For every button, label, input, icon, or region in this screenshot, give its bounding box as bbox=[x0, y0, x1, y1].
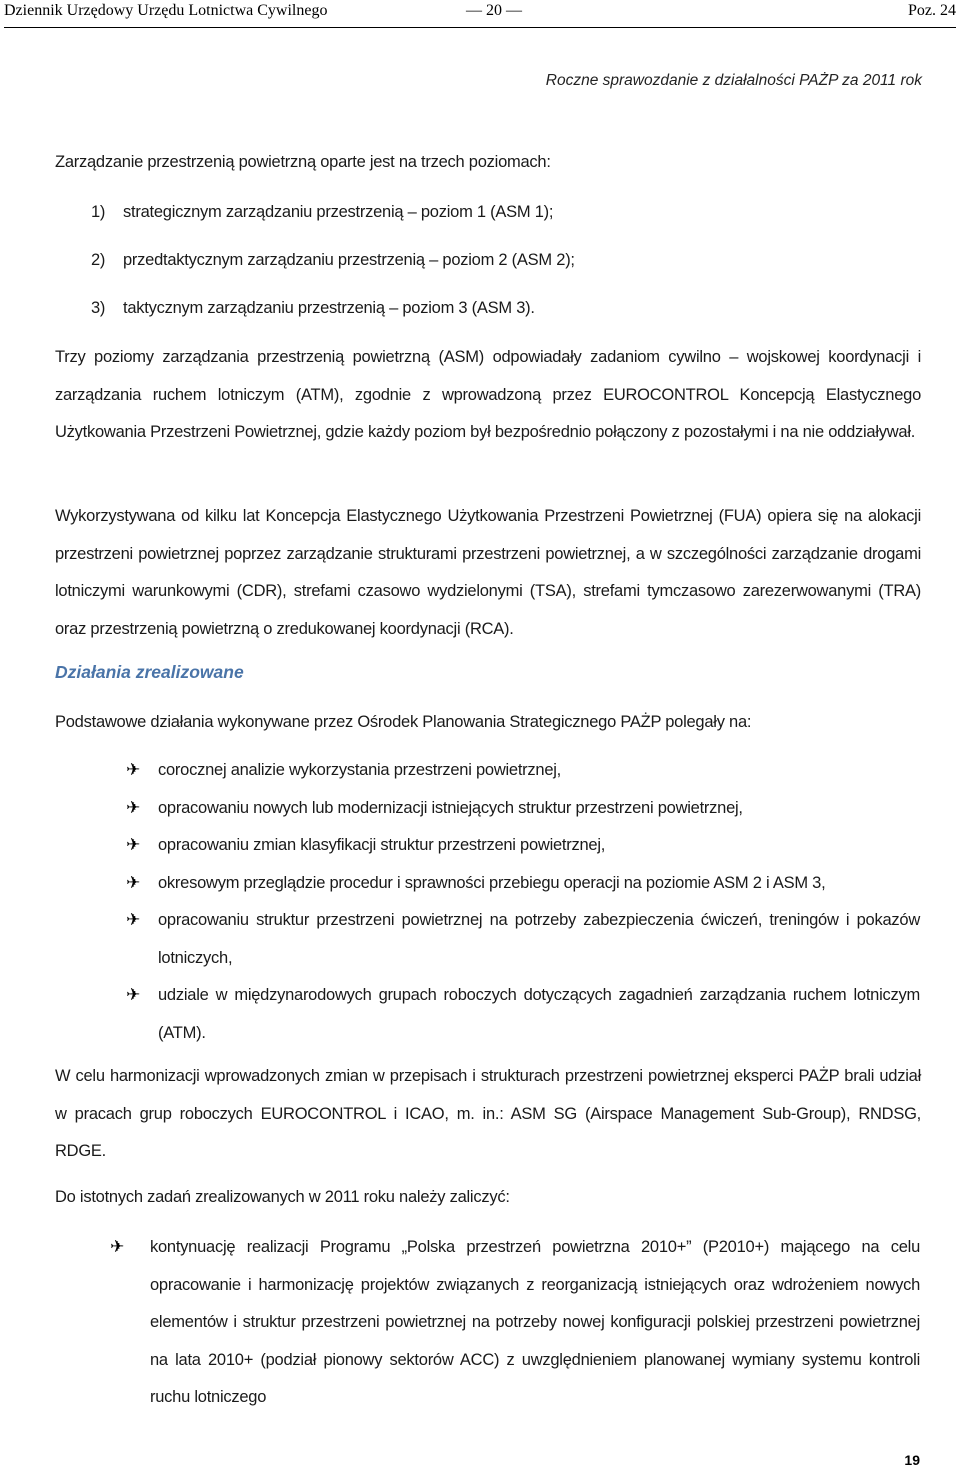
journal-header bbox=[4, 0, 956, 28]
paragraph-tasks-intro: Do istotnych zadań zrealizowanych w 2011 roku należy zaliczyć: bbox=[55, 1188, 510, 1206]
journal-position: Poz. 24 bbox=[908, 2, 956, 19]
airplane-icon: ✈ bbox=[126, 797, 140, 818]
level-text: przedtaktycznym zarządzaniu przestrzenią – poziom 2 (ASM 2); bbox=[123, 251, 575, 269]
paragraph-fua: Wykorzystywana od kilku lat Koncepcja Elastycznego Użytkowania Przestrzeni Powietrznej (FUA) opiera się na alokacji przestrzeni powietrznej poprzez zarządzanie strukturami przestrzeni powietrznej, a w szczególności zarządzanie drogami lotniczymi warunkowymi (CDR), strefami czasowo wydzielonymi (TSA), strefami tymczasowo zarezerwowanymi (TRA) oraz przestrzenią powietrzną o zredukowanej koordynacji (RCA). bbox=[55, 507, 921, 638]
list-item: ✈ corocznej analizie wykorzystania przestrzeni powietrznej, bbox=[158, 752, 920, 790]
activities-list bbox=[126, 752, 920, 1052]
airplane-icon: ✈ bbox=[126, 835, 140, 855]
tasks-list bbox=[110, 1229, 920, 1417]
intro-paragraph: Zarządzanie przestrzenią powietrzną oparte jest na trzech poziomach: bbox=[55, 153, 551, 171]
level-number: 3) bbox=[91, 299, 106, 317]
airplane-icon: ✈ bbox=[126, 910, 140, 930]
airplane-icon: ✈ bbox=[126, 985, 140, 1005]
level-item bbox=[91, 284, 575, 332]
list-item: ✈ udziale w międzynarodowych grupach roboczych dotyczących zagadnień zarządzania ruchem lotniczym (ATM). bbox=[158, 977, 920, 1052]
paragraph-asm: Trzy poziomy zarządzania przestrzenią powietrzną (ASM) odpowiadały zadaniom cywilno – wojskowej koordynacji i zarządzania ruchem lotniczym (ATM), zgodnie z wprowadzoną przez EUROCONTROL Koncepcją Elastycznego Użytkowania Przestrzeni Powietrznej, gdzie każdy poziom był bezpośrednio połączony z pozostałymi i na nie oddziaływał. bbox=[55, 348, 921, 441]
list-item: ✈ opracowaniu nowych lub modernizacji istniejących struktur przestrzeni powietrznej, bbox=[158, 790, 920, 828]
level-text: strategicznym zarządzaniu przestrzenią – poziom 1 (ASM 1); bbox=[123, 203, 554, 221]
paragraph-harmonization: W celu harmonizacji wprowadzonych zmian w przepisach i strukturach przestrzeni powietrznej eksperci PAŻP brali udział w pracach grup roboczych EUROCONTROL i ICAO, m. in.: ASM SG (Airspace Management Sub-Group), RNDSG, RDGE. bbox=[55, 1067, 921, 1160]
airplane-icon: ✈ bbox=[110, 1237, 124, 1257]
level-item bbox=[91, 188, 575, 236]
list-item: ✈ kontynuację realizacji Programu „Polska przestrzeń powietrzna 2010+” (P2010+) mającego na celu opracowanie i harmonizację projektów związanych z reorganizacją istniejących oraz wdrożeniem nowych elementów i struktur przestrzeni powietrznej na potrzeby nowej konfiguracji polskiej przestrzeni powietrznej na lata 2010+ (podział pionowy sektorów ACC) z uwzględnieniem planowanej wymiany systemu kontroli ruchu lotniczego bbox=[150, 1229, 920, 1417]
report-title: Roczne sprawozdanie z działalności PAŻP za 2011 rok bbox=[545, 72, 922, 89]
airplane-icon: ✈ bbox=[126, 760, 140, 780]
airplane-icon: ✈ bbox=[126, 872, 140, 893]
list-item: ✈ okresowym przeglądzie procedur i sprawności przebiegu operacji na poziomie ASM 2 i ASM 3, bbox=[158, 865, 920, 903]
journal-page-number: — 20 — bbox=[466, 2, 522, 19]
level-number: 2) bbox=[91, 251, 106, 269]
level-number: 1) bbox=[91, 203, 106, 221]
paragraph-activities-intro: Podstawowe działania wykonywane przez Ośrodek Planowania Strategicznego PAŻP polegały na: bbox=[55, 713, 752, 731]
list-item: ✈ opracowaniu zmian klasyfikacji struktur przestrzeni powietrznej, bbox=[158, 827, 920, 865]
levels-list bbox=[91, 188, 575, 332]
page-number: 19 bbox=[904, 1452, 920, 1468]
section-heading: Działania zrealizowane bbox=[55, 662, 244, 682]
level-text: taktycznym zarządzaniu przestrzenią – poziom 3 (ASM 3). bbox=[123, 299, 535, 317]
list-item: ✈ opracowaniu struktur przestrzeni powietrznej na potrzeby zabezpieczenia ćwiczeń, treningów i pokazów lotniczych, bbox=[158, 902, 920, 977]
level-item bbox=[91, 236, 575, 284]
journal-name: Dziennik Urzędowy Urzędu Lotnictwa Cywilnego bbox=[4, 2, 328, 19]
